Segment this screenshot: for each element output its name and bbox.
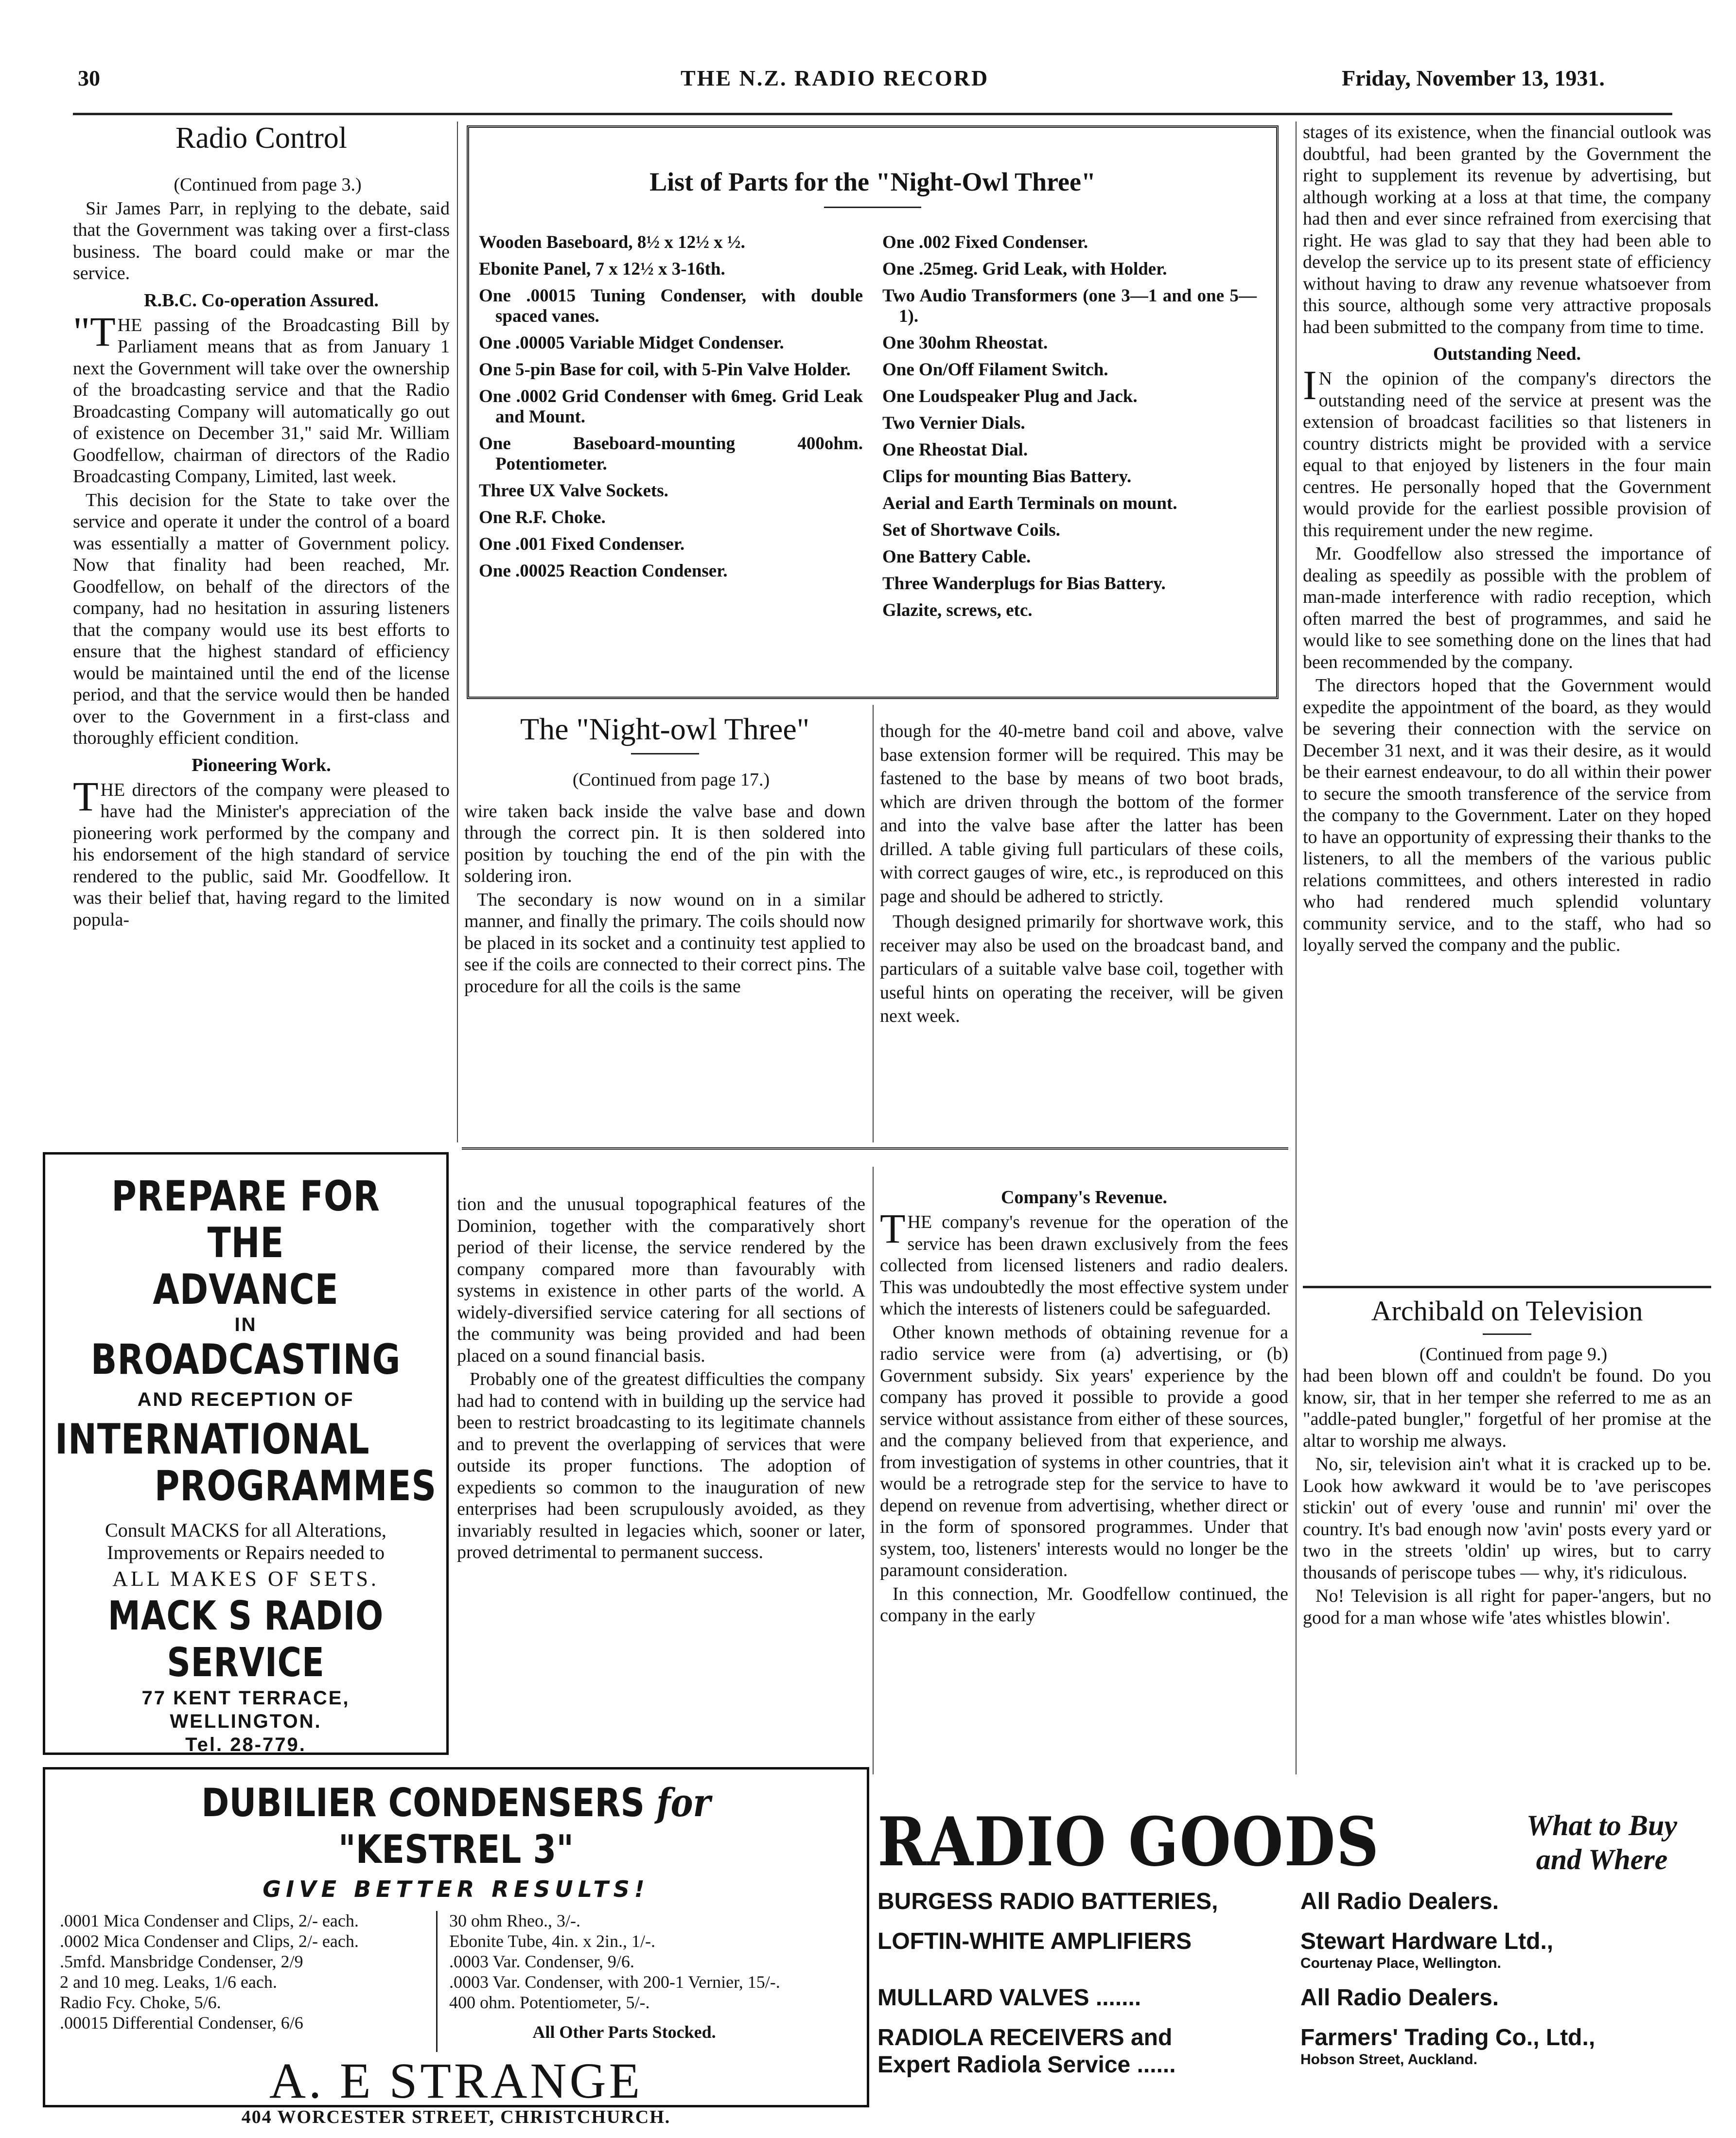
paragraph: Sir James Parr, in replying to the debate, said that the Government was taking over a first-class business. The board could make or mar the service.: [73, 198, 450, 284]
radio-control-cont-b: [457, 1193, 865, 1565]
ad-headline: ADVANCE: [153, 1265, 339, 1314]
price-item: .0003 Var. Condenser, with 200-1 Vernier, 15/-.: [449, 1972, 780, 1992]
article-title: The "Night-owl Three": [520, 712, 809, 746]
price-list-left: [60, 1911, 424, 2052]
part-item: Clips for mounting Bias Battery.: [882, 467, 1132, 487]
issue-date: Friday, November 13, 1931.: [1342, 66, 1605, 90]
ad-text: ALL MAKES OF SETS.: [112, 1567, 379, 1591]
column-rule: [873, 1167, 874, 1774]
part-item: Two Audio Transformers (one 3—1 and one 5—1).: [882, 286, 1257, 326]
paragraph: The secondary is now wound on in a similar manner, and finally the primary. The coils should now be placed in its socket and a continuity test applied to see if the coils are connected to their correct pins. The procedure for all the coils is the same: [464, 889, 865, 997]
ad-headline: PREPARE FOR THE: [111, 1172, 380, 1267]
paragraph: Other known methods of obtaining revenue for a radio service were from (a) advertising, or (b) Government subsidy. Six years' experience by the company has proved it possible to provide a good service without assistance from either of these sources, and the company believed from that experience, and from investigation of systems in other countries, that it would be a retrograde step for the service to have to depend on revenue from advertising, whether direct or in the form of sponsored programmes. Under that system, too, listeners' interests would no longer be the paramount consideration.: [880, 1322, 1288, 1580]
part-item: Three UX Valve Sockets.: [479, 481, 668, 501]
paragraph: "THE passing of the Broadcasting Bill by Parliament means that as from January 1 next the Government will take over the ownership of the broadcasting service and that the Radio Broadcasting Company will automatically go out of existence on December 31," said Mr. William Goodfellow, chairman of directors of the Radio Broadcasting Company, Limited, last week.: [73, 308, 450, 487]
stockist-name: Stewart Hardware Ltd.,: [1300, 1928, 1554, 1954]
part-item: One Battery Cable.: [882, 547, 1031, 567]
part-item: One Loudspeaker Plug and Jack.: [882, 386, 1138, 406]
column-rule: [1296, 122, 1297, 1774]
article-title: Archibald on Television: [1371, 1295, 1643, 1327]
subheading: Company's Revenue.: [1000, 1187, 1168, 1208]
part-item: One 5-pin Base for coil, with 5-Pin Valve Holder.: [479, 360, 851, 380]
product-name: MULLARD VALVES .......: [877, 1985, 1141, 2011]
stockist-name: All Radio Dealers.: [1300, 1985, 1499, 2011]
paragraph: stages of its existence, when the financial outlook was doubtful, had been granted by the Government the right to supplement its revenue by advertising, but although working at a loss at that time, the company had then and ever since refrained from exercising that right. He was glad to say that they had been able to develop the service up to its present state of efficiency without having to draw any revenue whatsoever from this source, although some very attractive proposals had been submitted to the company from time to time.: [1303, 122, 1711, 337]
paragraph: THE company's revenue for the operation of the service has been drawn exclusively from the fees collected from licensed listeners and radio dealers. This was undoubtedly the most effective system under which the interests of listeners could be safeguarded.: [880, 1205, 1288, 1319]
paragraph: In this connection, Mr. Goodfellow continued, the company in the early: [880, 1583, 1288, 1626]
price-item: .5mfd. Mansbridge Condenser, 2/9: [60, 1952, 303, 1971]
part-item: One 30ohm Rheostat.: [882, 333, 1048, 353]
ad-address: 404 WORCESTER STREET, CHRISTCHURCH.: [241, 2107, 671, 2127]
parts-list-right: [882, 232, 1257, 627]
price-item: 400 ohm. Potentiometer, 5/-.: [449, 1993, 650, 2012]
part-item: Ebonite Panel, 7 x 12½ x 3-16th.: [479, 259, 725, 279]
paragraph: tion and the unusual topographical features of the Dominion, together with the comparatively short period of their license, the service rendered by the company compared more than favourably with systems in existence in other parts of the world. A widely-diversified service catering for all sections of the community was being provided and had been placed on a sound financial basis.: [457, 1194, 865, 1366]
page-number: 30: [78, 66, 100, 90]
ad-tagline: and Where: [1536, 1843, 1668, 1875]
stockist-row: [877, 2024, 1714, 2079]
title-rule: [824, 207, 921, 208]
part-item: One On/Off Filament Switch.: [882, 360, 1108, 380]
price-item: Radio Fcy. Choke, 5/6.: [60, 1993, 221, 2012]
part-item: Set of Shortwave Coils.: [882, 520, 1060, 540]
stockist-address: Courtenay Place, Wellington.: [1300, 1955, 1501, 1971]
parts-list-title: List of Parts for the "Night-Owl Three": [649, 167, 1096, 196]
title-rule: [631, 753, 699, 754]
subheading: Pioneering Work.: [192, 754, 331, 775]
ad-headline: INTERNATIONAL: [55, 1415, 370, 1464]
radio-control-article: [73, 122, 450, 932]
part-item: Wooden Baseboard, 8½ x 12½ x ½.: [479, 232, 745, 252]
ad-text: Consult MACKS for all Alterations, Improvements or Repairs needed to: [105, 1519, 386, 1563]
ad-business-name: MACK S RADIO SERVICE: [107, 1593, 384, 1686]
part-item: One Baseboard-mounting 400ohm. Potentiometer.: [479, 434, 863, 474]
paragraph: Though designed primarily for shortwave work, this receiver may also be used on the broadcast band, and particulars of a suitable valve base coil, together with useful hints on operating the receiver, will be given next week.: [880, 911, 1283, 1026]
paragraph: THE directors of the company were pleased to have had the Minister's appreciation of the pioneering work performed by the company and his endorsement of the high standard of service rendered to the public, said Mr. Goodfellow. It was their belief that, having regard to the limited popula-: [73, 772, 450, 930]
radio-goods-advertisement: [877, 1802, 1714, 2115]
price-list-right: [449, 1911, 799, 2012]
paragraph: Probably one of the greatest difficulties the company had had to contend with in building up the service had been to restrict broadcasting to its legitimate channels and to prevent the overlapping of services that were outside its proper functions. The adoption of expedients so common to the inauguration of new enterprises had been scrupulously avoided, as they invariably resulted in legacies which, sooner or later, proved detrimental to permanent success.: [457, 1369, 865, 1562]
price-item: .0001 Mica Condenser and Clips, 2/- each.: [60, 1911, 359, 1930]
section-rule: [462, 1147, 1288, 1150]
divider: [436, 1911, 438, 2052]
ad-headline: RADIO GOODS: [877, 1802, 1380, 1881]
title-rule: [1483, 1333, 1531, 1335]
part-item: One Rheostat Dial.: [882, 440, 1028, 460]
part-item: One .001 Fixed Condenser.: [479, 534, 685, 554]
column-rule: [873, 705, 874, 1142]
stockist-row: [877, 1984, 1714, 2012]
article-title: Radio Control: [175, 122, 348, 155]
paragraph: This decision for the State to take over the service and operate it under the control of a board was essentially a matter of Government policy. Now that finality had been reached, Mr. Goodfellow, on behalf of the directors of the company, had no hesitation in assuring listeners that the company would use its best efforts to ensure that the highest standard of efficiency would be maintained until the end of the license period, and that the service would then be handed over to the Government in a first-class and thoroughly efficient condition.: [73, 490, 450, 749]
paragraph: No! Television is all right for paper-'angers, but no good for a man whose wife 'ates whistles blowin'.: [1303, 1586, 1711, 1628]
ad-address: 77 KENT TERRACE,: [141, 1687, 350, 1709]
price-item: 2 and 10 meg. Leaks, 1/6 each.: [60, 1972, 277, 1992]
part-item: One .00005 Variable Midget Condenser.: [479, 333, 784, 353]
night-owl-article-cont: [880, 719, 1283, 1030]
part-item: One .00025 Reaction Condenser.: [479, 561, 728, 581]
column-rule: [457, 122, 458, 1142]
ad-phone: Tel. 28-779.: [185, 1734, 306, 1755]
part-item: Glazite, screws, etc.: [882, 600, 1033, 620]
header-rule: [73, 113, 1672, 115]
continued-note: (Continued from page 3.): [174, 175, 362, 195]
paragraph: wire taken back inside the valve base and down through the correct pin. It is then soldered into position by touching the end of the pin with the soldering iron.: [464, 801, 865, 887]
parts-list-left: [479, 232, 863, 627]
part-item: Two Vernier Dials.: [882, 413, 1025, 433]
ad-tagline: What to Buy: [1526, 1809, 1678, 1841]
continued-note: (Continued from page 9.): [1419, 1344, 1608, 1365]
parts-list-box: [467, 125, 1279, 699]
paragraph: The directors hoped that the Government would expedite the appointment of the board, as they would be severing their connection with the service on December 31 next, and it was their desire, as it would be their earnest endeavour, to do all within their power to secure the smooth transference of the service from the company to the Government. Later on they hoped to have an opportunity of expressing their thanks to the listeners, to all the members of the various public relations committees, and others interested in radio who had rendered much splendid voluntary community service, and to the staff, who had so loyally served the company and the public.: [1303, 675, 1711, 955]
price-item: Ebonite Tube, 4in. x 2in., 1/-.: [449, 1931, 656, 1951]
ad-headline: BROADCASTING: [90, 1335, 401, 1384]
night-owl-article: [464, 712, 865, 999]
stockist-name: Farmers' Trading Co., Ltd.,: [1300, 2025, 1596, 2050]
paragraph: though for the 40-metre band coil and above, valve base extension former will be required. This may be fastened to the base by means of two boot brads, which are driven through the bottom of the former and into the valve base after the latter has been drilled. A table giving full particulars of these coils, with correct gauges of wire, etc., is reproduced on this page and should be adhered to strictly.: [880, 721, 1283, 907]
part-item: Aerial and Earth Terminals on mount.: [882, 493, 1177, 513]
ad-headline: PROGRAMMES: [154, 1462, 437, 1510]
stockist-row: [877, 1928, 1714, 1972]
price-item: .00015 Differential Condenser, 6/6: [60, 2013, 303, 2033]
ad-text: IN: [234, 1314, 257, 1335]
product-name: RADIOLA RECEIVERS and Expert Radiola Service ......: [877, 2025, 1176, 2078]
part-item: One .00015 Tuning Condenser, with double spaced vanes.: [479, 286, 863, 326]
price-item: .0003 Var. Condenser, 9/6.: [449, 1952, 634, 1971]
ad-address: WELLINGTON.: [170, 1711, 322, 1732]
continued-note: (Continued from page 17.): [572, 770, 770, 790]
stockist-row: [877, 1888, 1714, 1915]
radio-control-cont-d: [1303, 122, 1711, 958]
ad-text: AND RECEPTION OF: [137, 1389, 354, 1410]
price-item: 30 ohm Rheo., 3/-.: [449, 1911, 580, 1930]
price-item: .0002 Mica Condenser and Clips, 2/- each.: [60, 1931, 359, 1951]
stockist-name: All Radio Dealers.: [1300, 1889, 1499, 1914]
radio-control-cont-c: [880, 1186, 1288, 1629]
ad-subheadline: GIVE BETTER RESULTS!: [263, 1876, 649, 1902]
ad-text: All Other Parts Stocked.: [532, 2022, 716, 2042]
ad-headline: [115, 1779, 797, 1873]
subheading: Outstanding Need.: [1433, 344, 1581, 364]
section-rule: [1303, 1286, 1711, 1288]
ad-headline-part: "KESTREL 3": [338, 1827, 574, 1872]
ad-headline-part: for: [656, 1780, 711, 1825]
product-name: LOFTIN-WHITE AMPLIFIERS: [877, 1928, 1192, 1954]
part-item: One .0002 Grid Condenser with 6meg. Grid Leak and Mount.: [479, 386, 863, 427]
part-item: Three Wanderplugs for Bias Battery.: [882, 574, 1166, 594]
paragraph: IN the opinion of the company's directors the outstanding need of the service at present was the extension of broadcast facilities so that listeners in country districts might be provided with a service equal to that enjoyed by listeners in the four main centres. He personally hoped that the Government would provide for the earliest possible provision of this requirement under the new regime.: [1303, 362, 1711, 541]
macks-radio-advertisement: [43, 1152, 449, 1755]
ad-headline-part: DUBILIER CONDENSERS: [201, 1780, 645, 1825]
part-item: One R.F. Choke.: [479, 508, 606, 527]
subheading: R.B.C. Co-operation Assured.: [144, 290, 379, 311]
paragraph: had been blown off and couldn't be found. Do you know, sir, that in her temper she referred to me as an "addle-pated bungler," forgetful of her promise at the altar to worship me always.: [1303, 1366, 1711, 1451]
stockist-address: Hobson Street, Auckland.: [1300, 2051, 1477, 2068]
product-name: BURGESS RADIO BATTERIES,: [877, 1889, 1218, 1914]
publication-title: THE N.Z. RADIO RECORD: [681, 66, 989, 90]
archibald-article: [1303, 1296, 1711, 1630]
ad-business-name: A. E STRANGE: [269, 2053, 643, 2109]
part-item: One .25meg. Grid Leak, with Holder.: [882, 259, 1167, 279]
dubilier-condensers-advertisement: [43, 1767, 869, 2127]
paragraph: No, sir, television ain't what it is cracked up to be. Look how awkward it would be to 'ave periscopes stickin' out of every 'ouse and runnin' mi' over the country. It's bad enough now 'avin' posts every yard or two in the streets 'oldin' up wires, but to carry thousands of periscope tubes — why, it's ridiculous.: [1303, 1454, 1711, 1583]
paragraph: Mr. Goodfellow also stressed the importance of dealing as speedily as possible with the problem of man-made interference with radio reception, which often marred the best of programmes, and said he would like to see something done on the lines that had been recommended by the company.: [1303, 543, 1711, 672]
part-item: One .002 Fixed Condenser.: [882, 232, 1088, 252]
